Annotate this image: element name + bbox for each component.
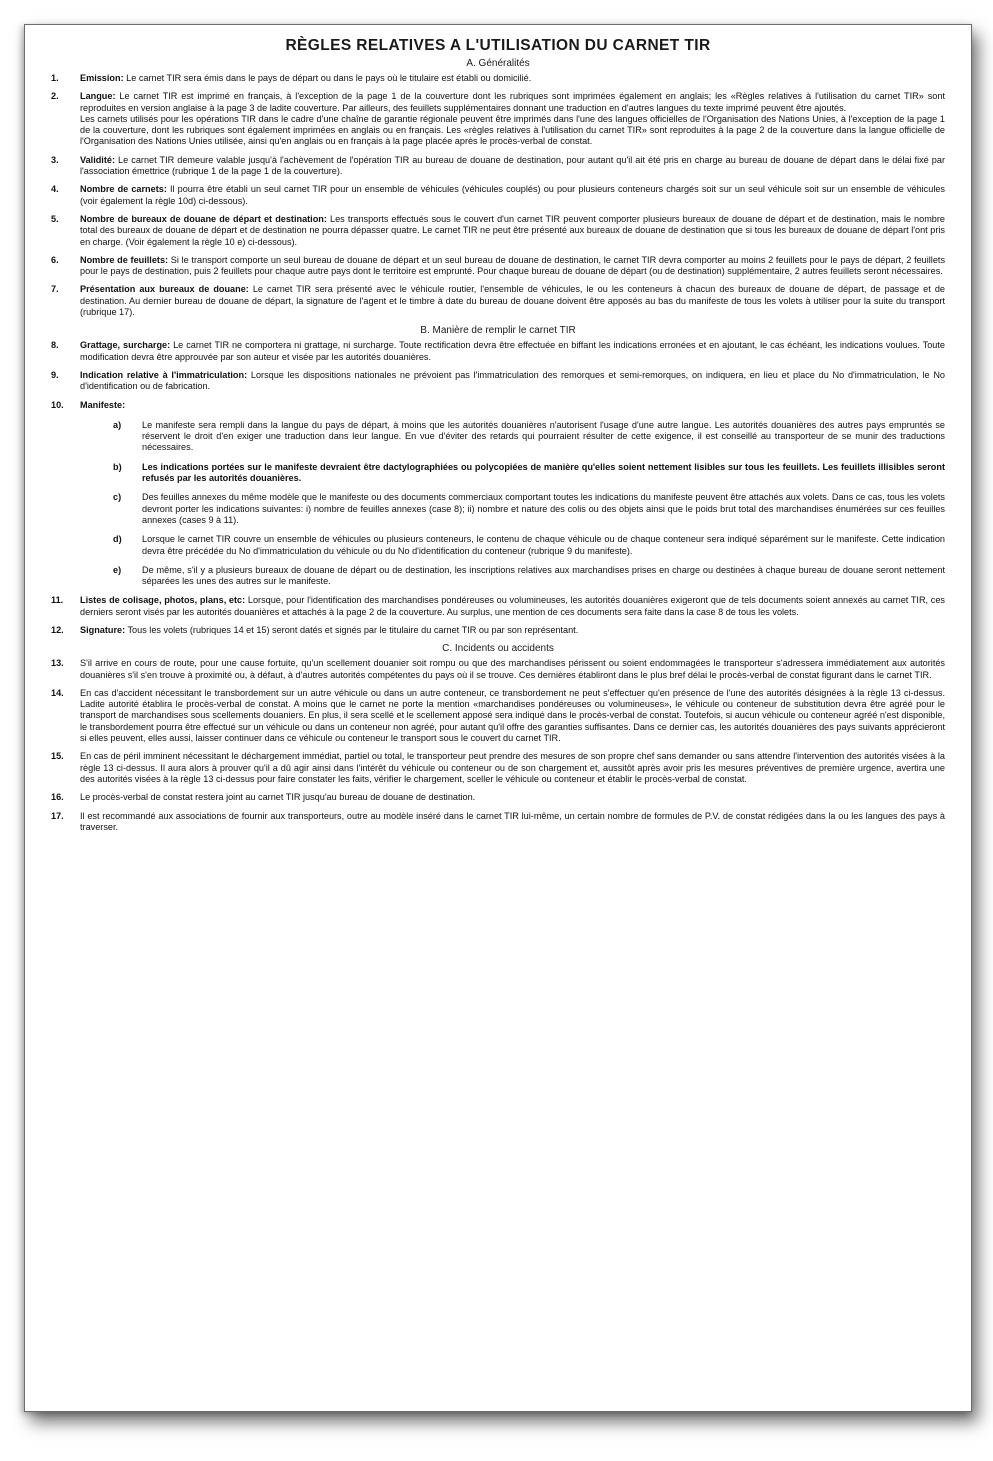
rule-text: Lorsque, pour l'identification des marchandises pondéreuses ou volumineuses, les autorités douanières exigeront que de tels documents soient annexés au carnet TIR, ces derniers seront visés par les autorités douanières et attachés à la page 2 de la couverture. Au surplus, une mention de ces documents sera faite dans la case 8 de tous les volets. (80, 595, 945, 617)
rule-number: 13. (51, 658, 64, 669)
rule-keyword: Manifeste: (80, 399, 126, 410)
rule-keyword: Nombre de bureaux de douane de départ et destination: (80, 213, 327, 224)
rule-number: 2. (51, 91, 59, 102)
rule-10 (51, 400, 945, 411)
rule-text: Le carnet TIR sera émis dans le pays de départ ou dans le pays où le titulaire est établi ou domicilié. (123, 73, 532, 83)
rule-keyword: Présentation aux bureaux de douane: (80, 284, 249, 295)
section-heading-c: C. Incidents ou accidents (442, 643, 554, 655)
item-letter: a) (113, 419, 122, 430)
rule-keyword: Listes de colisage, photos, plans, etc: (80, 595, 246, 606)
rule-keyword: Nombre de carnets: (80, 184, 167, 195)
rule-16 (51, 792, 945, 803)
rule-5 (51, 214, 945, 248)
rule-17 (51, 811, 945, 834)
rule-2 (51, 91, 945, 147)
rule-number: 1. (51, 73, 59, 83)
rule-4 (51, 184, 945, 207)
rule-number: 15. (51, 751, 64, 762)
rule-keyword: Emission: (80, 73, 124, 83)
item-letter: c) (113, 492, 122, 503)
rule-number: 6. (51, 254, 59, 265)
rule-3 (51, 155, 945, 178)
section-heading-b: B. Manière de remplir le carnet TIR (420, 325, 576, 337)
manifeste-item-b (51, 462, 945, 485)
rule-1 (51, 73, 945, 84)
rule-text: En cas d'accident nécessitant le transbordement sur un autre véhicule ou dans un autre conteneur, ce transbordement ne peut s'effectuer qu'en présence de l'une des autorités désignées à la règle 13 ci-dessus. Ladite autorité établira le procès-verbal de constat. A moins que le carnet ne porte la mention «marchandises pondéreuses ou volumineuses», le véhicule ou conteneur de substitution devra être agréé pour le transport de marchandises sous scellements douaniers. En plus, il sera scellé et le scellement apposé sera indiqué dans le procès-verbal de constat. Toutefois, si aucun véhicule ou conteneur agréé n'est disponible, le transbordement pourra être effectué sur un véhicule ou dans un conteneur non agréé, pour autant qu'il offre des garanties suffisantes. Dans ce dernier cas, les autorités douanières des pays suivants apprécieront si elles peuvent, elles aussi, laisser continuer dans ce véhicule ou conteneur le transport sous le couvert du carnet TIR. (80, 687, 945, 744)
rule-number: 10. (51, 399, 64, 410)
rule-number: 17. (51, 810, 64, 821)
rule-text: Il pourra être établi un seul carnet TIR pour un ensemble de véhicules (véhicules couplés) ou pour plusieurs conteneurs chargés soit sur un seul véhicule soit sur un ensemble de véhicules (voir également la règle 10d) ci-dessous). (80, 184, 945, 206)
rule-number: 7. (51, 284, 59, 295)
rule-number: 12. (51, 624, 64, 635)
item-text: Des feuilles annexes du même modèle que le manifeste ou des documents commerciaux comportant toutes les indications du manifeste peuvent être attachés aux volets. Dans ce cas, tous les volets devront porter les indications suivantes: i) nombre de feuilles annexes (case 8); ii) nombre et nature des colis ou des objets ainsi que le poids brut total des marchandises énumérées sur ces feuilles annexes (cases 9 à 11). (142, 492, 945, 525)
rule-keyword: Nombre de feuillets: (80, 254, 169, 265)
rule-8 (51, 340, 945, 363)
rule-text: Le carnet TIR demeure valable jusqu'à l'achèvement de l'opération TIR au bureau de douane de destination, pour autant qu'il ait été pris en charge au bureau de douane de départ dans le délai fixé par l'association émettrice (rubrique 1 de la page 1 de la couverture). (80, 154, 945, 177)
rule-15 (51, 751, 945, 785)
rule-6 (51, 255, 945, 278)
rule-11 (51, 595, 945, 618)
rule-text: Le carnet TIR ne comportera ni grattage, ni surcharge. Toute rectification devra être effectuée en biffant les indications erronées et en ajoutant, le cas échéant, les indications voulues. Toute modification devra être approuvée par son auteur et visée par les autorités douanières. (80, 340, 945, 362)
rule-number: 14. (51, 687, 64, 698)
rule-text: Le carnet TIR est imprimé en français, à l'exception de la page 1 de la couverture dont les rubriques sont imprimées également en anglais; les «Règles relatives à l'utilisation du carnet TIR» sont reproduites en version anglaise à la page 3 de ladite couverture. Par ailleurs, des feuillets supplémentaires donnant une traduction en d'autres langues du texte imprimé peuvent être ajoutés. (80, 91, 945, 113)
rule-keyword: Grattage, surcharge: (80, 340, 171, 351)
rule-text: Tous les volets (rubriques 14 et 15) seront datés et signés par le titulaire du carnet TIR ou par son représentant. (125, 624, 579, 635)
rule-keyword: Indication relative à l'immatriculation: (80, 369, 248, 380)
document-page (24, 24, 972, 1412)
rule-keyword: Validité: (80, 154, 115, 165)
rule-9 (51, 370, 945, 393)
item-letter: d) (113, 534, 122, 545)
manifeste-item-d (51, 534, 945, 557)
rule-13 (51, 658, 945, 681)
rule-keyword: Signature: (80, 624, 126, 635)
item-text: Lorsque le carnet TIR couvre un ensemble de véhicules ou plusieurs conteneurs, le contenu de chaque véhicule ou de chaque conteneur sera indiqué séparément sur le manifeste. Cette indication devra être précédée du No d'immatriculation du véhicule ou du No d'identification du conteneur (rubrique 9 du manifeste). (142, 534, 945, 556)
item-text: Le manifeste sera rempli dans la langue du pays de départ, à moins que les autorités douanières n'autorisent l'usage d'une autre langue. Les autorités douanières des autres pays empruntés se réservent le droit d'en exiger une traduction dans leur langue. En vue d'éviter des retards qui pourraient résulter de cette exigence, il est conseillé au transporteur de se munir des traductions nécessaires. (142, 419, 945, 453)
rule-text: Lorsque les dispositions nationales ne prévoient pas l'immatriculation des remorques et semi-remorques, on indiquera, en lieu et place du No d'immatriculation, le No d'identification ou de fabrication. (80, 369, 945, 392)
item-text: De même, s'il y a plusieurs bureaux de douane de départ ou de destination, les inscriptions relatives aux marchandises prises en charge ou destinées à chaque bureau de douane seront nettement séparées les unes des autres sur le manifeste. (142, 564, 945, 587)
rule-number: 5. (51, 213, 59, 224)
rule-text: Le procès-verbal de constat restera joint au carnet TIR jusqu'au bureau de douane de destination. (80, 792, 476, 803)
rule-text: En cas de péril imminent nécessitant le déchargement immédiat, partiel ou total, le transporteur peut prendre des mesures de son propre chef sans demander ou sans attendre l'intervention des autorités visées à la règle 13 ci-dessus. Il aura alors à prouver qu'il a dû agir ainsi dans l'intérêt du véhicule ou conteneur ou de son chargement et, aussitôt après avoir pris les mesures préventives de première urgence, avertira une des autorités visées à la règle 13 ci-dessus pour faire constater les faits, vérifier le chargement, sceller le véhicule ou conteneur et établir le procès-verbal de constat. (80, 751, 945, 784)
rule-text: Si le transport comporte un seul bureau de douane de départ et un seul bureau de douane de destination, le carnet TIR devra comporter au moins 2 feuillets pour le pays de départ, 2 feuillets pour le pays de destination, puis 2 feuillets pour chaque autre pays dont le territoire est emprunté. Pour chaque bureau de douane de départ (ou de destination) supplémentaire, 2 autres feuillets seront nécessaires. (80, 254, 946, 277)
rule-number: 3. (51, 154, 59, 165)
rule-text: Le carnet TIR sera présenté avec le véhicule routier, l'ensemble de véhicules, le ou les conteneurs à chacun des bureaux de douane de départ, de passage et de destination. Au dernier bureau de douane de départ, la signature de l'agent et le timbre à date du bureau de douane doivent être apposés au bas du manifeste de tous les volets à utiliser pour la suite du transport (rubrique 17). (80, 284, 945, 318)
manifeste-item-a (51, 420, 945, 454)
item-text: Les indications portées sur le manifeste devraient être dactylographiées ou polycopiées de manière qu'elles soient nettement lisibles sur tous les feuillets. Les feuillets illisibles seront refusés par les autorités douanières. (142, 461, 945, 484)
rule-number: 8. (51, 340, 59, 351)
rule-number: 16. (51, 792, 64, 803)
item-letter: e) (113, 564, 122, 575)
rule-number: 9. (51, 369, 59, 380)
rule-number: 4. (51, 184, 59, 195)
rule-7 (51, 284, 945, 318)
rule-14 (51, 688, 945, 744)
manifeste-item-c (51, 492, 945, 526)
rule-number: 11. (51, 595, 64, 606)
document-title: RÈGLES RELATIVES A L'UTILISATION DU CARNET TIR (285, 37, 711, 54)
rule-12 (51, 625, 945, 636)
rule-text-continued: Les carnets utilisés pour les opérations TIR dans le cadre d'une chaîne de garantie régionale peuvent être imprimés dans l'une des langues officielles de l'Organisation des Nations Unies, à l'exception de la page 1 de la couverture, dont les rubriques sont également imprimées en anglais ou en français. Les «règles relatives à l'utilisation du carnet TIR» sont reproduites à la page 2 de la couverture dans la langue officielle de l'Organisation des Nations Unies utilisée, ainsi qu'en anglais ou en français à la page placée après le procès-verbal de constat. (80, 113, 945, 147)
item-letter: b) (113, 461, 122, 472)
section-heading-a: A. Généralités (466, 58, 530, 69)
manifeste-item-e (51, 565, 945, 588)
rule-text: Il est recommandé aux associations de fournir aux transporteurs, outre au modèle inséré dans le carnet TIR lui-même, un certain nombre de formules de P.V. de constat rédigées dans la ou les langues des pays à traverser. (80, 810, 945, 832)
rule-text: S'il arrive en cours de route, pour une cause fortuite, qu'un scellement douanier soit rompu ou que des marchandises périssent ou soient endommagées le transporteur s'adressera immédiatement aux autorités douanières s'il s'en trouve à proximité ou, à défaut, à d'autres autorités compétentes du pays où il se trouve. Ces dernières établiront dans le plus bref délai le procès-verbal de constat figurant dans le carnet TIR. (80, 658, 945, 680)
rule-keyword: Langue: (80, 91, 116, 102)
rule-text: Les transports effectués sous le couvert d'un carnet TIR peuvent comporter plusieurs bureaux de douane de départ et de destination, mais le nombre total des bureaux de douane de départ et de destination ne pourra dépasser quatre. Le carnet TIR ne peut être présenté aux bureaux de douane de destination que si tous les bureaux de douane de départ l'ont pris en charge. (Voir également la règle 10 e) ci-dessous). (80, 213, 945, 247)
